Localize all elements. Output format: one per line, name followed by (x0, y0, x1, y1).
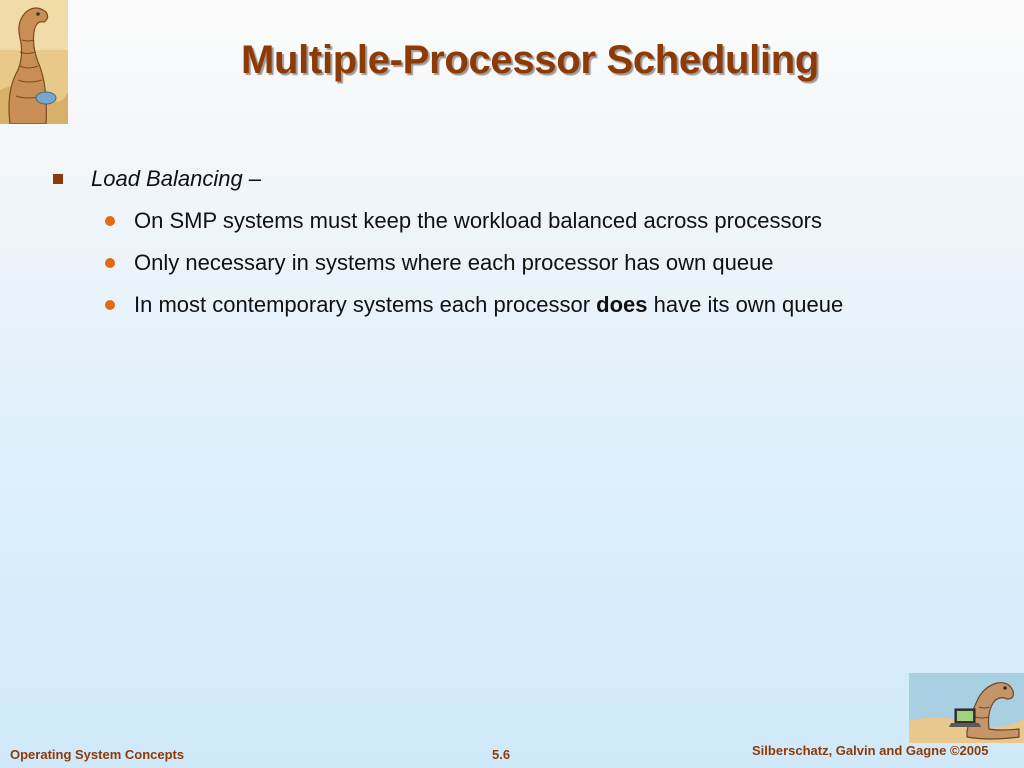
slide-title: Multiple-Processor Scheduling (240, 38, 820, 82)
sub-bullet-3-bold: does (596, 292, 648, 317)
sub-bullet-3 (134, 292, 843, 318)
sub-bullet-2: Only necessary in systems where each processor has own queue (134, 250, 774, 275)
round-bullet-icon (105, 300, 115, 310)
bullet-label: Load Balancing (91, 166, 243, 191)
footer-page-number: 5.6 (492, 747, 511, 762)
sub-bullet-1: On SMP systems must keep the workload balanced across processors (134, 208, 823, 233)
round-bullet-icon (105, 258, 115, 268)
dinosaur-with-laptop-illustration (909, 673, 1024, 743)
square-bullet-icon (53, 174, 63, 184)
round-bullet-icon (105, 216, 115, 226)
footer-copyright: Silberschatz, Galvin and Gagne ©2005 (752, 743, 989, 758)
sub-bullet-3-after: have its own queue (647, 292, 844, 317)
footer-course-title: Operating System Concepts (10, 747, 185, 762)
sub-bullet-3-before: In most contemporary systems each processor (134, 292, 597, 317)
bullet-suffix: – (242, 166, 262, 191)
bullet-load-balancing (91, 166, 261, 192)
